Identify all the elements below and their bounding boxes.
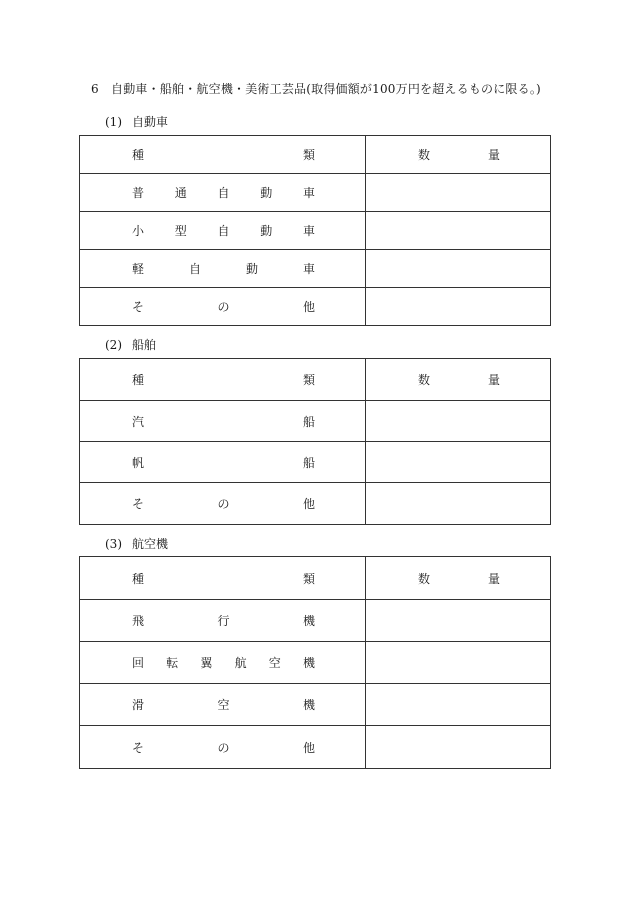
kind-header-cell xyxy=(80,136,366,174)
kind-char: 帆 xyxy=(132,455,145,470)
kind-header-char: 類 xyxy=(302,373,315,387)
kind-char: 普 xyxy=(132,186,145,200)
section-heading-aircraft xyxy=(105,535,168,552)
quantity-cell[interactable] xyxy=(366,442,551,483)
kind-cell xyxy=(80,442,366,483)
kind-char: そ xyxy=(132,300,145,314)
kind-cell xyxy=(80,250,366,288)
table-row xyxy=(80,212,551,250)
table-header-row xyxy=(80,557,551,600)
kind-header-char: 類 xyxy=(302,148,315,162)
quantity-cell[interactable] xyxy=(366,250,551,288)
quantity-header-char: 量 xyxy=(487,571,500,586)
automobile-table xyxy=(79,135,551,326)
kind-char: 車 xyxy=(302,224,315,238)
kind-header-cell xyxy=(80,557,366,600)
kind-char: 他 xyxy=(302,497,315,511)
kind-char: 自 xyxy=(188,262,201,276)
kind-cell xyxy=(80,212,366,250)
kind-cell xyxy=(80,288,366,326)
kind-char: の xyxy=(217,740,230,755)
kind-char: 他 xyxy=(302,300,315,314)
table-row xyxy=(80,726,551,769)
kind-char: 小 xyxy=(132,224,145,238)
table-header-row xyxy=(80,359,551,401)
kind-header-char: 種 xyxy=(132,571,145,586)
kind-char: 機 xyxy=(302,614,315,628)
quantity-cell[interactable] xyxy=(366,642,551,684)
kind-char: 飛 xyxy=(132,614,145,628)
quantity-cell[interactable] xyxy=(366,401,551,442)
quantity-cell[interactable] xyxy=(366,288,551,326)
quantity-cell[interactable] xyxy=(366,726,551,769)
kind-char: 機 xyxy=(302,656,315,670)
kind-char: 滑 xyxy=(132,698,145,712)
table-row xyxy=(80,288,551,326)
table-row xyxy=(80,174,551,212)
kind-char: 船 xyxy=(302,455,315,470)
kind-cell xyxy=(80,483,366,525)
kind-cell xyxy=(80,401,366,442)
quantity-cell[interactable] xyxy=(366,483,551,525)
kind-char: 翼 xyxy=(200,656,213,670)
kind-char: の xyxy=(217,300,230,314)
kind-cell xyxy=(80,600,366,642)
quantity-cell[interactable] xyxy=(366,600,551,642)
section-heading-ships xyxy=(105,336,156,353)
kind-header-char: 種 xyxy=(132,373,145,387)
kind-cell xyxy=(80,684,366,726)
kind-char: そ xyxy=(132,497,145,511)
kind-char: そ xyxy=(132,740,145,755)
table-row xyxy=(80,250,551,288)
kind-char: 動 xyxy=(245,262,258,276)
kind-char: 軽 xyxy=(132,262,145,276)
section-number: (3) xyxy=(105,537,122,551)
kind-char: 通 xyxy=(174,186,187,200)
table-header-row xyxy=(80,136,551,174)
kind-char: 型 xyxy=(174,224,187,238)
quantity-cell[interactable] xyxy=(366,174,551,212)
kind-char: 行 xyxy=(217,614,230,628)
kind-char: の xyxy=(217,497,230,511)
kind-char: 機 xyxy=(302,698,315,712)
kind-header-char: 類 xyxy=(302,571,315,586)
kind-cell xyxy=(80,642,366,684)
aircraft-table xyxy=(79,556,551,769)
kind-char: 航 xyxy=(234,656,247,670)
quantity-header-cell xyxy=(366,359,551,401)
quantity-cell[interactable] xyxy=(366,212,551,250)
section-number: (2) xyxy=(105,338,122,352)
section-label: 自動車 xyxy=(132,115,169,129)
kind-char: 転 xyxy=(166,656,179,670)
quantity-header-char: 数 xyxy=(418,373,431,387)
kind-header-char: 種 xyxy=(132,148,145,162)
kind-cell xyxy=(80,174,366,212)
section-label: 船舶 xyxy=(132,338,157,352)
table-row xyxy=(80,483,551,525)
kind-char: 車 xyxy=(302,186,315,200)
kind-char: 車 xyxy=(302,262,315,276)
quantity-header-cell xyxy=(366,557,551,600)
kind-char: 自 xyxy=(217,224,230,238)
kind-char: 回 xyxy=(132,656,145,670)
kind-char: 動 xyxy=(260,186,273,200)
quantity-header-char: 数 xyxy=(418,571,431,586)
ship-table xyxy=(79,358,551,525)
table-row xyxy=(80,442,551,483)
table-row xyxy=(80,684,551,726)
table-row xyxy=(80,401,551,442)
quantity-cell[interactable] xyxy=(366,684,551,726)
section-number: (1) xyxy=(105,115,122,129)
section-heading-automobiles xyxy=(105,113,168,130)
kind-char: 船 xyxy=(302,414,315,429)
page-title: 6 自動車・船舶・航空機・美術工芸品(取得価額が100万円を超えるものに限る。) xyxy=(91,82,541,96)
table-row xyxy=(80,642,551,684)
section-label: 航空機 xyxy=(132,537,169,551)
kind-char: 空 xyxy=(268,656,281,670)
kind-char: 汽 xyxy=(132,414,145,429)
quantity-header-char: 量 xyxy=(487,148,500,162)
kind-char: 空 xyxy=(217,698,230,712)
kind-cell xyxy=(80,726,366,769)
kind-char: 動 xyxy=(260,224,273,238)
kind-char: 自 xyxy=(217,186,230,200)
quantity-header-cell xyxy=(366,136,551,174)
quantity-header-char: 量 xyxy=(487,373,500,387)
table-row xyxy=(80,600,551,642)
kind-header-cell xyxy=(80,359,366,401)
kind-char: 他 xyxy=(302,740,315,755)
quantity-header-char: 数 xyxy=(418,148,431,162)
